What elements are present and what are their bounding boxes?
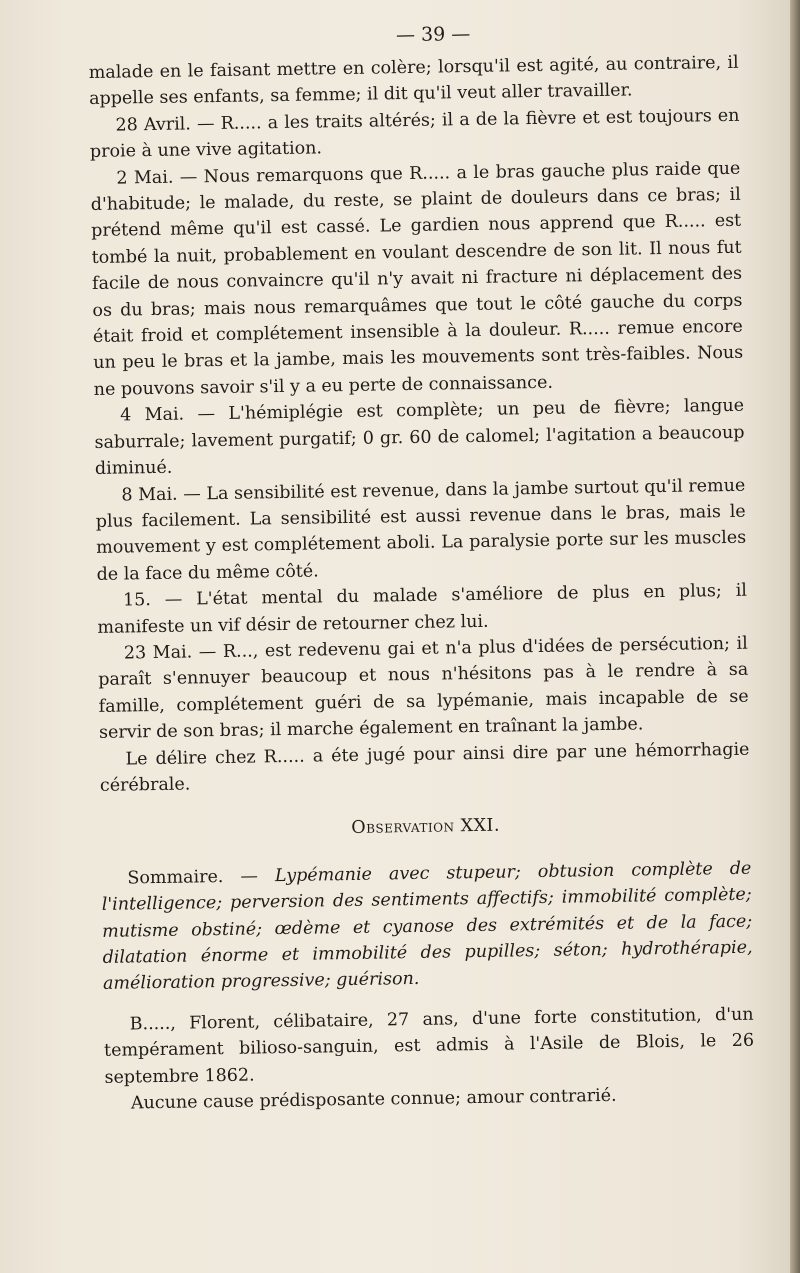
- entry-8-mai: 8 Mai. — La sensibilité est revenue, dans la jambe surtout qu'il remue plus facilement. La sensibilité est aussi revenue dans le bras, mais le mouvement y est complétement aboli. La paralysie porte sur les muscles de la face du même côté.: [95, 475, 747, 585]
- entry-date: 23 Mai.: [123, 642, 193, 664]
- summary-body: Lypémanie avec stupeur; obtusion complète de l'intelligence; perversion des sentiments affectifs; immobilité complète; mutisme obstiné; œdème et cyanose des extrémités et de la face; dilatation énorme et immobilité des pupilles; séton; hydrothérapie, amélioration progressive; guérison.: [101, 858, 753, 995]
- case-cause: Aucune cause prédisposante connue; amour contrarié.: [130, 1085, 617, 1114]
- entry-4-mai: 4 Mai. — L'hémiplégie est complète; un peu de fièvre; langue saburrale; lavement purgatif; 0 gr. 60 de calomel; l'agitation a beaucoup diminué.: [94, 396, 745, 480]
- entry-date: 2 Mai.: [116, 167, 174, 189]
- case-intro: B....., Florent, célibataire, 27 ans, d'une forte constitution, d'un tempérament bilioso-sanguin, est admis à l'Asile de Blois, le 26 septembre 1862.: [103, 1004, 755, 1088]
- entry-date: 28 Avril.: [115, 114, 192, 136]
- page-edge-shadow: [790, 0, 800, 1273]
- conclusion-paragraph: Le délire chez R..... a éte jugé pour ainsi dire par une hémorrhagie cérébrale.: [99, 739, 750, 796]
- text-block: [88, 16, 755, 1118]
- entry-28-avril: 28 Avril. — R..... a les traits altérés; il a de la fièvre et est toujours en proie à une vive agitation.: [89, 105, 740, 163]
- observation-title: Observation XXI.: [351, 816, 501, 839]
- entry-date: 4 Mai.: [119, 404, 185, 426]
- entry-date: 8 Mai.: [121, 484, 178, 506]
- page-number: — 39 —: [395, 22, 471, 47]
- summary: [101, 855, 753, 997]
- paragraph-continuation: malade en le faisant mettre en colère; lorsqu'il est agité, au contraire, il appelle ses enfants, sa femme; il dit qu'il veut aller travailler.: [88, 52, 739, 110]
- entry-23-mai: 23 Mai. — R..., est redevenu gai et n'a plus d'idées de persécution; il paraît s'ennuyer beaucoup et nous n'hésitons pas à le rendre à sa famille, complétement guéri de sa lypémanie, mais incapable de se servir de son bras; il marche également en traînant la jambe.: [98, 633, 749, 744]
- entry-date: 15.: [122, 590, 152, 611]
- summary-label: Sommaire. —: [127, 866, 259, 889]
- entry-2-mai: 2 Mai. — Nous remarquons que R..... a le bras gauche plus raide que d'habitude; le malade, du reste, se plaint de douleurs dans ce bras; il prétend même qu'il est cassé. Le gardien nous apprend que R..... est tombé la nuit, probablement en voulant descendre de son lit. Il nous fut facile de nous convaincre qu'il n'y avait ni fracture ni déplacement des os du bras; mais nous remarquâmes que tout le côté gauche du corps était froid et complétement insensible à la douleur. R..... remue encore un peu le bras et la jambe, mais les mouvements sont très-faibles. Nous ne pouvons savoir s'il y a eu perte de connaissance.: [90, 158, 744, 400]
- entry-15: 15. — L'état mental du malade s'améliore de plus en plus; il manifeste un vif désir de retourner chez lui.: [97, 580, 748, 638]
